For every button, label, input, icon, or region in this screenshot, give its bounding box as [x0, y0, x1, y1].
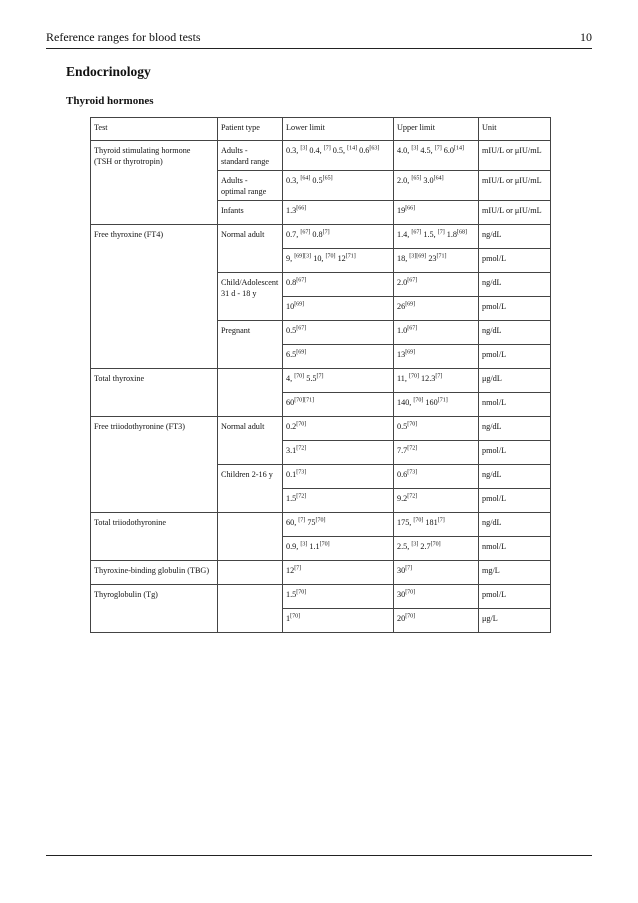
upper-limit-cell [394, 345, 479, 369]
patient-type-line: 31 d - 18 y [221, 289, 257, 299]
lower-limit-number: 10, [311, 254, 326, 264]
unit-cell: mIU/L or μIU/mL [479, 171, 551, 201]
lower-limit-citation: [72] [296, 493, 307, 500]
unit-cell: ng/dL [479, 417, 551, 441]
lower-limit-citation: [7] [322, 229, 330, 236]
upper-limit-citation: [70] [407, 421, 418, 428]
upper-limit-cell [394, 561, 479, 585]
upper-limit-number: 2.5, [397, 542, 412, 552]
patient-type-line: Adults - [221, 176, 248, 186]
upper-limit-number: 1.0 [397, 326, 408, 336]
section-title: Endocrinology [66, 64, 151, 79]
lower-limit-cell [283, 141, 394, 171]
lower-limit-citation: [69][3] [294, 253, 312, 260]
lower-limit-cell [283, 609, 394, 633]
lower-limit-citation: [71] [345, 253, 356, 260]
table-row [91, 369, 551, 393]
lower-limit-number: 12 [335, 254, 346, 264]
upper-limit-cell [394, 297, 479, 321]
unit-cell: pmol/L [479, 441, 551, 465]
upper-limit-cell [394, 465, 479, 489]
unit-cell: ng/dL [479, 513, 551, 537]
lower-limit-number: 1.3 [286, 206, 297, 216]
upper-limit-citation: [14] [453, 145, 464, 152]
lower-limit-number: 1.5 [286, 590, 297, 600]
upper-limit-citation: [7] [437, 229, 445, 236]
upper-limit-cell [394, 141, 479, 171]
unit-cell: pmol/L [479, 489, 551, 513]
lower-limit-citation: [70][71] [294, 397, 315, 404]
lower-limit-citation: [70] [296, 589, 307, 596]
upper-limit-citation: [69] [405, 349, 416, 356]
upper-limit-cell [394, 537, 479, 561]
upper-limit-number: 30 [397, 566, 406, 576]
lower-limit-citation: [65] [322, 175, 333, 182]
unit-cell: ng/dL [479, 465, 551, 489]
upper-limit-citation: [70] [405, 589, 416, 596]
lower-limit-number: 60, [286, 518, 299, 528]
upper-limit-number: 175, [397, 518, 414, 528]
upper-limit-cell [394, 321, 479, 345]
column-header-test: Test [91, 118, 218, 141]
upper-limit-number: 6.0 [441, 146, 454, 155]
lower-limit-citation: [70] [315, 517, 326, 524]
upper-limit-number: 1.4, [397, 230, 412, 240]
upper-limit-number: 140, [397, 398, 414, 408]
lower-limit-cell [283, 369, 394, 393]
table-row [91, 225, 551, 249]
unit-cell: nmol/L [479, 393, 551, 417]
upper-limit-number: 9.2 [397, 494, 408, 504]
lower-limit-cell [283, 321, 394, 345]
lower-limit-cell [283, 171, 394, 201]
lower-limit-citation: [69] [294, 301, 305, 308]
upper-limit-number: 12.3 [418, 374, 436, 384]
lower-limit-number: 0.3, [286, 146, 301, 155]
lower-limit-cell [283, 585, 394, 609]
column-header-patient-type: Patient type [218, 118, 283, 141]
lower-limit-citation: [7] [298, 517, 306, 524]
lower-limit-citation: [70] [319, 541, 330, 548]
unit-cell: ng/dL [479, 321, 551, 345]
patient-type-cell [218, 321, 283, 369]
upper-limit-citation: [7] [405, 565, 413, 572]
lower-limit-number: 0.5 [310, 176, 323, 186]
patient-type-cell [218, 171, 283, 201]
lower-limit-cell [283, 201, 394, 225]
lower-limit-number: 60 [286, 398, 295, 408]
upper-limit-cell [394, 249, 479, 273]
lower-limit-cell [283, 393, 394, 417]
test-name-cell [91, 225, 218, 369]
upper-limit-citation: [70] [413, 517, 424, 524]
upper-limit-citation: [70] [405, 613, 416, 620]
upper-limit-citation: [67] [407, 277, 418, 284]
unit-cell: mg/L [479, 561, 551, 585]
lower-limit-number: 0.9, [286, 542, 301, 552]
patient-type-line: optimal range [221, 187, 267, 197]
lower-limit-cell [283, 441, 394, 465]
lower-limit-citation: [70] [325, 253, 336, 260]
running-header [46, 30, 592, 45]
patient-type-cell [218, 273, 283, 321]
unit-cell: ng/dL [479, 225, 551, 249]
lower-limit-citation: [67] [300, 229, 311, 236]
upper-limit-number: 0.5 [397, 422, 408, 432]
patient-type-cell [218, 201, 283, 225]
table-header-row [91, 118, 551, 141]
patient-type-cell [218, 369, 283, 417]
lower-limit-cell [283, 537, 394, 561]
unit-cell: ng/dL [479, 273, 551, 297]
patient-type-line: Normal adult [221, 422, 265, 432]
unit-cell: pmol/L [479, 297, 551, 321]
upper-limit-citation: [7] [437, 517, 445, 524]
upper-limit-number: 1.8 [444, 230, 457, 240]
upper-limit-citation: [70] [408, 373, 419, 380]
test-name-line: (TSH or thyrotropin) [94, 157, 163, 167]
patient-type-line: Infants [221, 206, 244, 216]
upper-limit-citation: [3] [411, 145, 419, 152]
lower-limit-citation: [7] [323, 145, 331, 152]
page-number: 10 [580, 30, 592, 44]
upper-limit-cell [394, 585, 479, 609]
test-name-cell [91, 561, 218, 585]
lower-limit-number: 0.1 [286, 470, 297, 480]
lower-limit-cell [283, 513, 394, 537]
upper-limit-citation: [67] [411, 229, 422, 236]
upper-limit-cell [394, 201, 479, 225]
lower-limit-number: 1 [286, 614, 291, 624]
lower-limit-cell [283, 345, 394, 369]
upper-limit-number: 0.6 [397, 470, 408, 480]
upper-limit-cell [394, 417, 479, 441]
upper-limit-number: 2.0, [397, 176, 412, 186]
lower-limit-number: 5.5 [304, 374, 317, 384]
upper-limit-number: 11, [397, 374, 409, 384]
unit-cell: pmol/L [479, 585, 551, 609]
lower-limit-citation: [67] [296, 277, 307, 284]
lower-limit-cell [283, 465, 394, 489]
lower-limit-number: 1.5 [286, 494, 297, 504]
upper-limit-number: 20 [397, 614, 406, 624]
upper-limit-cell [394, 393, 479, 417]
upper-limit-number: 160 [423, 398, 438, 408]
lower-limit-citation: [3] [300, 541, 308, 548]
test-name-cell [91, 417, 218, 513]
upper-limit-number: 1.5, [421, 230, 438, 240]
lower-limit-number: 9, [286, 254, 295, 264]
lower-limit-number: 75 [305, 518, 316, 528]
lower-limit-number: 12 [286, 566, 295, 576]
lower-limit-citation: [64] [300, 175, 311, 182]
lower-limit-number: 0.8 [310, 230, 323, 240]
upper-limit-number: 2.0 [397, 278, 408, 288]
column-header-unit: Unit [479, 118, 551, 141]
upper-limit-cell [394, 369, 479, 393]
upper-limit-number: 18, [397, 254, 410, 264]
column-header-lower-limit: Lower limit [283, 118, 394, 141]
upper-limit-cell [394, 609, 479, 633]
lower-limit-number: 0.3, [286, 176, 301, 186]
lower-limit-citation: [70] [290, 613, 301, 620]
upper-limit-cell [394, 489, 479, 513]
lower-limit-number: 6.5 [286, 350, 297, 360]
test-name-cell [91, 513, 218, 561]
lower-limit-number: 0.5, [330, 146, 348, 155]
upper-limit-citation: [66] [405, 205, 416, 212]
upper-limit-citation: [64] [433, 175, 444, 182]
upper-limit-number: 181 [423, 518, 438, 528]
lower-limit-citation: [67] [296, 325, 307, 332]
patient-type-line: Child/Adolescent [221, 278, 279, 288]
patient-type-cell [218, 417, 283, 465]
lower-limit-cell [283, 225, 394, 249]
patient-type-cell [218, 141, 283, 171]
test-name-line: Total thyroxine [94, 374, 145, 384]
patient-type-line: Pregnant [221, 326, 251, 336]
subsection-title: Thyroid hormones [66, 95, 154, 107]
reference-table [90, 117, 551, 633]
patient-type-cell [218, 225, 283, 273]
patient-type-line: Children 2-16 y [221, 470, 273, 480]
unit-cell: pmol/L [479, 345, 551, 369]
upper-limit-citation: [72] [407, 493, 418, 500]
table-row [91, 513, 551, 537]
upper-limit-citation: [3][69] [409, 253, 427, 260]
test-name-line: Total triiodothyronine [94, 518, 166, 528]
upper-limit-number: 19 [397, 206, 406, 216]
upper-limit-number: 23 [426, 254, 437, 264]
upper-limit-number: 26 [397, 302, 406, 312]
footer-rule [46, 855, 592, 856]
upper-limit-cell [394, 513, 479, 537]
unit-cell: mIU/L or μIU/mL [479, 141, 551, 171]
upper-limit-citation: [70] [413, 397, 424, 404]
upper-limit-number: 4.0, [397, 146, 412, 155]
upper-limit-cell [394, 171, 479, 201]
lower-limit-cell [283, 297, 394, 321]
patient-type-cell [218, 585, 283, 633]
upper-limit-number: 13 [397, 350, 406, 360]
lower-limit-citation: [70] [294, 373, 305, 380]
lower-limit-number: 0.8 [286, 278, 297, 288]
test-name-line: Thyroid stimulating hormone [94, 146, 191, 155]
upper-limit-citation: [65] [411, 175, 422, 182]
upper-limit-citation: [69] [405, 301, 416, 308]
upper-limit-number: 4.5, [418, 146, 435, 155]
upper-limit-cell [394, 273, 479, 297]
unit-cell: μg/dL [479, 369, 551, 393]
table-body [91, 141, 551, 633]
test-name-line: Thyroglobulin (Tg) [94, 590, 158, 600]
lower-limit-citation: [3] [300, 145, 308, 152]
test-name-cell [91, 369, 218, 417]
unit-cell: mIU/L or μIU/mL [479, 201, 551, 225]
table-row [91, 417, 551, 441]
lower-limit-citation: [7] [316, 373, 324, 380]
upper-limit-citation: [7] [434, 145, 442, 152]
test-name-line: Free triiodothyronine (FT3) [94, 422, 185, 432]
upper-limit-citation: [67] [407, 325, 418, 332]
upper-limit-citation: [7] [435, 373, 443, 380]
upper-limit-citation: [3] [411, 541, 419, 548]
lower-limit-number: 10 [286, 302, 295, 312]
lower-limit-citation: [7] [294, 565, 302, 572]
upper-limit-number: 7.7 [397, 446, 408, 456]
upper-limit-citation: [72] [407, 445, 418, 452]
lower-limit-cell [283, 273, 394, 297]
unit-cell: μg/L [479, 609, 551, 633]
table-row [91, 561, 551, 585]
unit-cell: nmol/L [479, 537, 551, 561]
table-row [91, 141, 551, 171]
lower-limit-citation: [72] [296, 445, 307, 452]
lower-limit-number: 1.1 [307, 542, 320, 552]
lower-limit-number: 0.2 [286, 422, 297, 432]
patient-type-line: standard range [221, 157, 269, 167]
patient-type-line: Normal adult [221, 230, 265, 240]
lower-limit-number: 4, [286, 374, 295, 384]
upper-limit-citation: [71] [436, 253, 447, 260]
upper-limit-number: 2.7 [418, 542, 431, 552]
upper-limit-citation: [71] [437, 397, 448, 404]
lower-limit-number: 0.7, [286, 230, 301, 240]
patient-type-cell [218, 561, 283, 585]
lower-limit-citation: [63] [369, 145, 380, 152]
lower-limit-citation: [73] [296, 469, 307, 476]
lower-limit-number: 3.1 [286, 446, 297, 456]
test-name-cell [91, 141, 218, 225]
lower-limit-number: 0.6 [357, 146, 370, 155]
patient-type-cell [218, 513, 283, 561]
column-header-upper-limit: Upper limit [394, 118, 479, 141]
lower-limit-number: 0.4, [307, 146, 324, 155]
lower-limit-citation: [70] [296, 421, 307, 428]
unit-cell: pmol/L [479, 249, 551, 273]
test-name-line: Thyroxine-binding globulin (TBG) [94, 566, 210, 576]
upper-limit-citation: [70] [430, 541, 441, 548]
running-header-title: Reference ranges for blood tests [46, 30, 201, 44]
test-name-cell [91, 585, 218, 633]
lower-limit-number: 0.5 [286, 326, 297, 336]
header-rule [46, 48, 592, 49]
upper-limit-cell [394, 225, 479, 249]
lower-limit-citation: [66] [296, 205, 307, 212]
upper-limit-number: 3.0 [421, 176, 434, 186]
upper-limit-citation: [68] [456, 229, 467, 236]
lower-limit-citation: [14] [347, 145, 358, 152]
test-name-line: Free thyroxine (FT4) [94, 230, 164, 240]
patient-type-cell [218, 465, 283, 513]
lower-limit-cell [283, 249, 394, 273]
lower-limit-citation: [69] [296, 349, 307, 356]
upper-limit-cell [394, 441, 479, 465]
upper-limit-number: 30 [397, 590, 406, 600]
table-row [91, 585, 551, 609]
lower-limit-cell [283, 417, 394, 441]
upper-limit-citation: [73] [407, 469, 418, 476]
lower-limit-cell [283, 489, 394, 513]
patient-type-line: Adults - [221, 146, 248, 155]
lower-limit-cell [283, 561, 394, 585]
